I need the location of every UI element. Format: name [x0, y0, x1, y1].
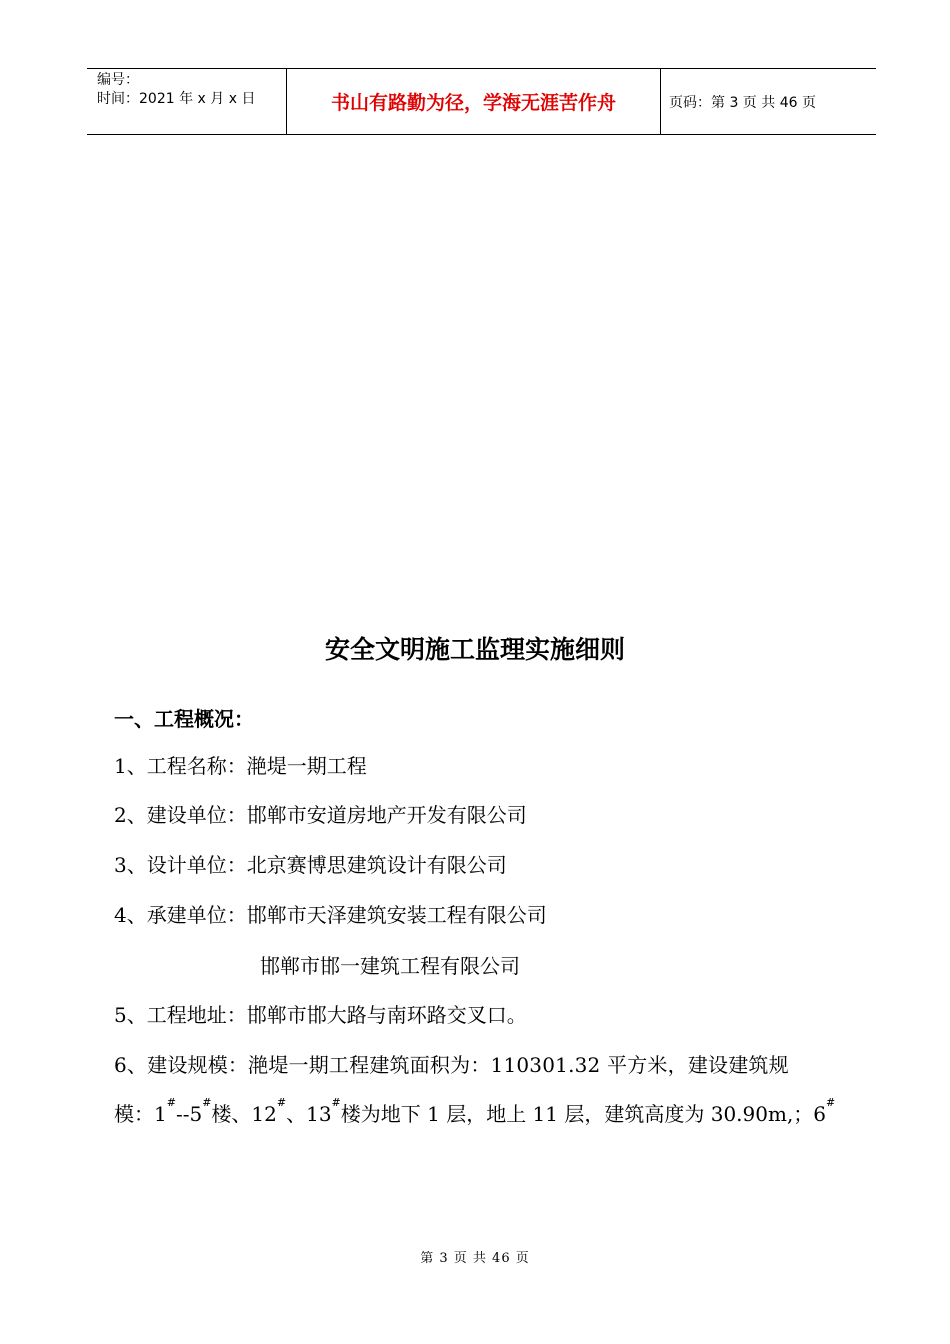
page-footer: 第 3 页 共 46 页	[420, 1251, 530, 1266]
item-scale-continued	[114, 1098, 835, 1127]
item-address: 5、工程地址：邯郸市邯大路与南环路交叉口。	[114, 1003, 527, 1027]
number-label: 编号：	[97, 72, 139, 88]
item-developer: 2、建设单位：邯郸市安道房地产开发有限公司	[114, 803, 527, 827]
scale-text: 楼、12	[211, 1102, 277, 1126]
superscript: #	[276, 1096, 287, 1109]
superscript: #	[202, 1096, 212, 1109]
document-title: 安全文明施工监理实施细则	[324, 635, 625, 664]
header-page-info: 页码：第 3 页 共 46 页	[669, 94, 816, 111]
header-meta	[87, 69, 287, 134]
scale-text: 模：1	[114, 1102, 167, 1126]
item-scale: 6、建设规模：滟堤一期工程建筑面积为：110301.32 平方米，建设建筑规	[114, 1053, 789, 1077]
scale-text: --5	[175, 1102, 203, 1126]
item-designer: 3、设计单位：北京赛博思建筑设计有限公司	[114, 853, 507, 877]
superscript: #	[826, 1096, 836, 1109]
item-contractor-2: 邯郸市邯一建筑工程有限公司	[260, 954, 520, 978]
section-heading: 一、工程概况：	[114, 707, 254, 731]
superscript: #	[166, 1096, 176, 1109]
item-project-name: 1、工程名称：滟堤一期工程	[114, 754, 367, 778]
scale-text: 、13	[286, 1102, 332, 1126]
scale-text: 楼为地下 1 层，地上 11 层，建筑高度为 30.90m,；6	[340, 1102, 827, 1126]
superscript: #	[331, 1096, 341, 1109]
header-motto: 书山有路勤为径，学海无涯苦作舟	[287, 69, 661, 134]
page-header	[87, 68, 876, 135]
date-label: 时间：2021 年 x 月 x 日	[97, 91, 256, 107]
item-contractor: 4、承建单位：邯郸市天泽建筑安装工程有限公司	[114, 903, 547, 927]
